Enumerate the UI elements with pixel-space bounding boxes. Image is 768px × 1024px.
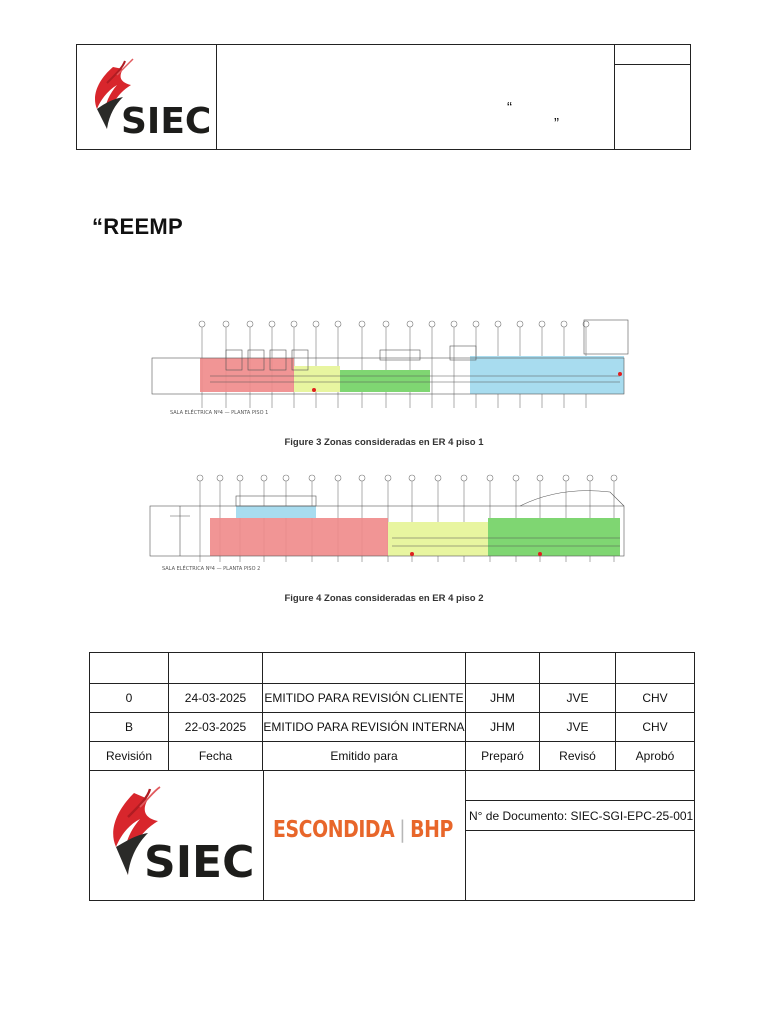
header-title-cell xyxy=(216,45,615,149)
plan-label-piso-1: SALA ELÉCTRICA Nº4 — PLANTA PISO 1 xyxy=(170,410,269,416)
table-row xyxy=(90,713,695,742)
document-header xyxy=(76,44,691,150)
date-cell: 22-03-2025 xyxy=(169,713,263,742)
table-row-blank xyxy=(90,653,695,684)
reviewed-cell: JVE xyxy=(540,713,616,742)
prepared-cell: JHM xyxy=(466,713,540,742)
table-row xyxy=(90,684,695,713)
issued-for-cell: EMITIDO PARA REVISIÓN CLIENTE xyxy=(263,684,466,713)
figure-3-caption: Figure 3 Zonas consideradas en ER 4 piso 1 xyxy=(284,437,484,448)
page-title: “REEMP xyxy=(92,214,184,239)
header-quote-open: “ xyxy=(507,99,512,116)
doc-number-blank-row xyxy=(465,771,694,800)
zone-blue-2 xyxy=(236,506,316,518)
header-logo-cell xyxy=(77,45,217,149)
floor-plan-piso-2 xyxy=(140,472,632,584)
client-logo-separator: | xyxy=(399,817,406,843)
header-meta-cell xyxy=(614,45,690,65)
client-logo-right: BHP xyxy=(410,817,453,843)
zone-green-2 xyxy=(488,518,620,556)
zone-red xyxy=(200,358,294,392)
figure-4-caption: Figure 4 Zonas consideradas en ER 4 piso 2 xyxy=(284,593,484,604)
header-reviso: Revisó xyxy=(540,742,616,771)
client-logo-left: ESCONDIDA xyxy=(273,817,395,843)
document-footer xyxy=(89,770,695,901)
revision-table xyxy=(89,652,695,771)
siec-logo xyxy=(77,45,216,149)
reviewed-cell: JVE xyxy=(540,684,616,713)
header-revision: Revisión xyxy=(90,742,169,771)
plan-label-piso-2: SALA ELÉCTRICA Nº4 — PLANTA PISO 2 xyxy=(162,566,261,572)
footer-logo-cell xyxy=(90,771,264,900)
header-aprobo: Aprobó xyxy=(616,742,695,771)
blank-cell xyxy=(169,653,263,684)
document-number-cell xyxy=(465,771,694,900)
rev-cell: B xyxy=(90,713,169,742)
zone-green xyxy=(340,370,430,392)
header-fecha: Fecha xyxy=(169,742,263,771)
blank-cell xyxy=(540,653,616,684)
zone-blue xyxy=(470,356,624,394)
floor-plan-piso-1 xyxy=(140,316,632,428)
issued-for-cell: EMITIDO PARA REVISIÓN INTERNA xyxy=(263,713,466,742)
zone-yellow-2 xyxy=(388,522,488,556)
document-number: N° de Documento: SIEC-SGI-EPC-25-001 xyxy=(465,800,694,831)
rev-cell: 0 xyxy=(90,684,169,713)
client-logo-cell xyxy=(263,771,466,900)
header-quote-close: ” xyxy=(554,115,559,132)
table-header-row xyxy=(90,742,695,771)
logo-wordmark: SIEC xyxy=(121,101,212,142)
blank-cell xyxy=(90,653,169,684)
footer-logo-wordmark: SIEC xyxy=(144,837,255,888)
approved-cell: CHV xyxy=(616,684,695,713)
header-emitido-para: Emitido para xyxy=(263,742,466,771)
blank-cell xyxy=(263,653,466,684)
approved-cell: CHV xyxy=(616,713,695,742)
header-preparo: Preparó xyxy=(466,742,540,771)
blank-cell xyxy=(466,653,540,684)
siec-logo-footer xyxy=(90,771,263,900)
date-cell: 24-03-2025 xyxy=(169,684,263,713)
blank-cell xyxy=(616,653,695,684)
escondida-bhp-logo xyxy=(273,817,453,843)
zone-red-2 xyxy=(210,518,388,556)
prepared-cell: JHM xyxy=(466,684,540,713)
